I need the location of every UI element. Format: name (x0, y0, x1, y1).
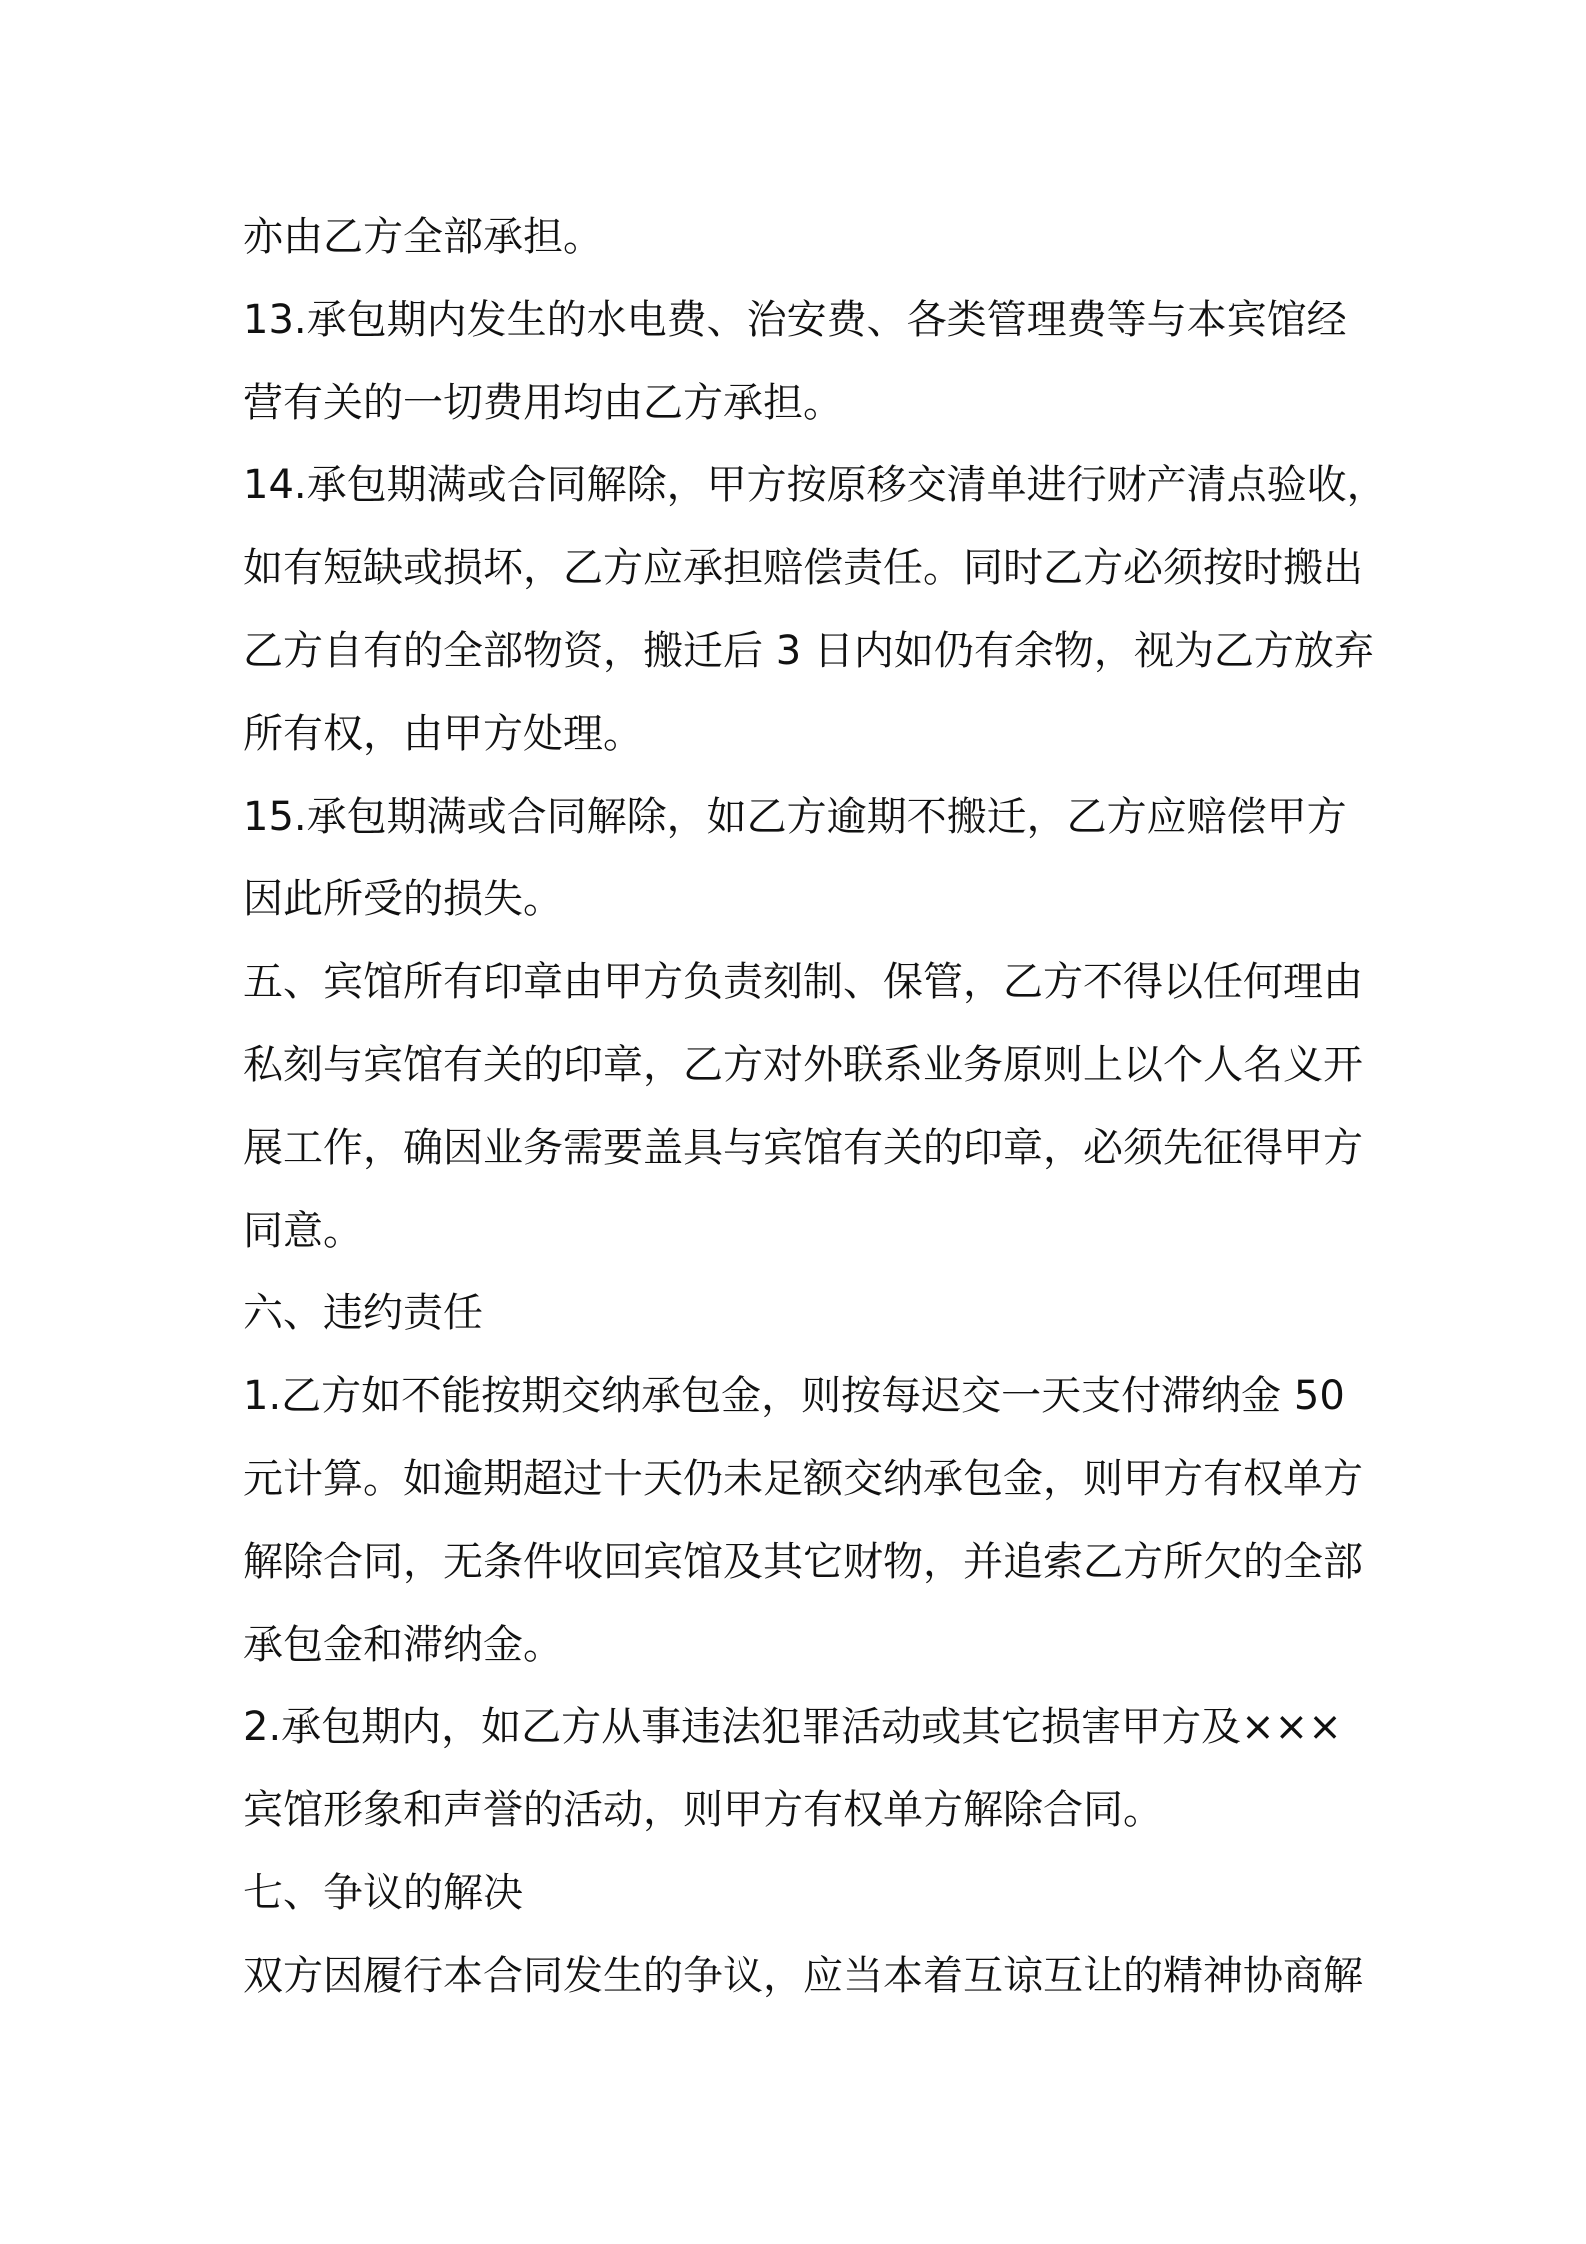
text-line: 乙方自有的全部物资，搬迁后 3 日内如仍有余物，视为乙方放弃 (243, 627, 1374, 674)
clause-6-2-line: 2.承包期内，如乙方从事违法犯罪活动或其它损害甲方及××× (243, 1704, 1342, 1751)
text-line: 宾馆形象和声誉的活动，则甲方有权单方解除合同。 (243, 1787, 1163, 1834)
section-6-heading: 六、违约责任 (243, 1290, 483, 1337)
contract-text-body (243, 196, 1387, 2018)
clause-14-line: 14.承包期满或合同解除，甲方按原移交清单进行财产清点验收， (243, 462, 1387, 509)
clause-13-line: 13.承包期内发生的水电费、治安费、各类管理费等与本宾馆经 (243, 296, 1347, 343)
text-line: 所有权，由甲方处理。 (243, 710, 643, 757)
text-line: 如有短缺或损坏，乙方应承担赔偿责任。同时乙方必须按时搬出 (243, 545, 1363, 592)
text-line: 亦由乙方全部承担。 (243, 214, 603, 260)
text-line: 解除合同，无条件收回宾馆及其它财物，并追索乙方所欠的全部 (243, 1538, 1363, 1585)
text-line: 私刻与宾馆有关的印章，乙方对外联系业务原则上以个人名义开 (243, 1041, 1363, 1088)
text-line: 双方因履行本合同发生的争议，应当本着互谅互让的精神协商解 (243, 1952, 1363, 1999)
text-line: 因此所受的损失。 (243, 876, 563, 923)
text-line: 营有关的一切费用均由乙方承担。 (243, 379, 843, 426)
text-line: 展工作，确因业务需要盖具与宾馆有关的印章，必须先征得甲方 (243, 1124, 1363, 1171)
section-7-heading: 七、争议的解决 (243, 1869, 523, 1916)
text-line: 元计算。如逾期超过十天仍未足额交纳承包金，则甲方有权单方 (243, 1455, 1363, 1502)
text-line: 同意。 (243, 1207, 363, 1254)
clause-15-line: 15.承包期满或合同解除，如乙方逾期不搬迁，乙方应赔偿甲方 (243, 793, 1347, 840)
section-5-line: 五、宾馆所有印章由甲方负责刻制、保管，乙方不得以任何理由 (243, 959, 1363, 1006)
clause-6-1-line: 1.乙方如不能按期交纳承包金，则按每迟交一天支付滞纳金 50 (243, 1373, 1345, 1420)
text-line: 承包金和滞纳金。 (243, 1621, 563, 1668)
